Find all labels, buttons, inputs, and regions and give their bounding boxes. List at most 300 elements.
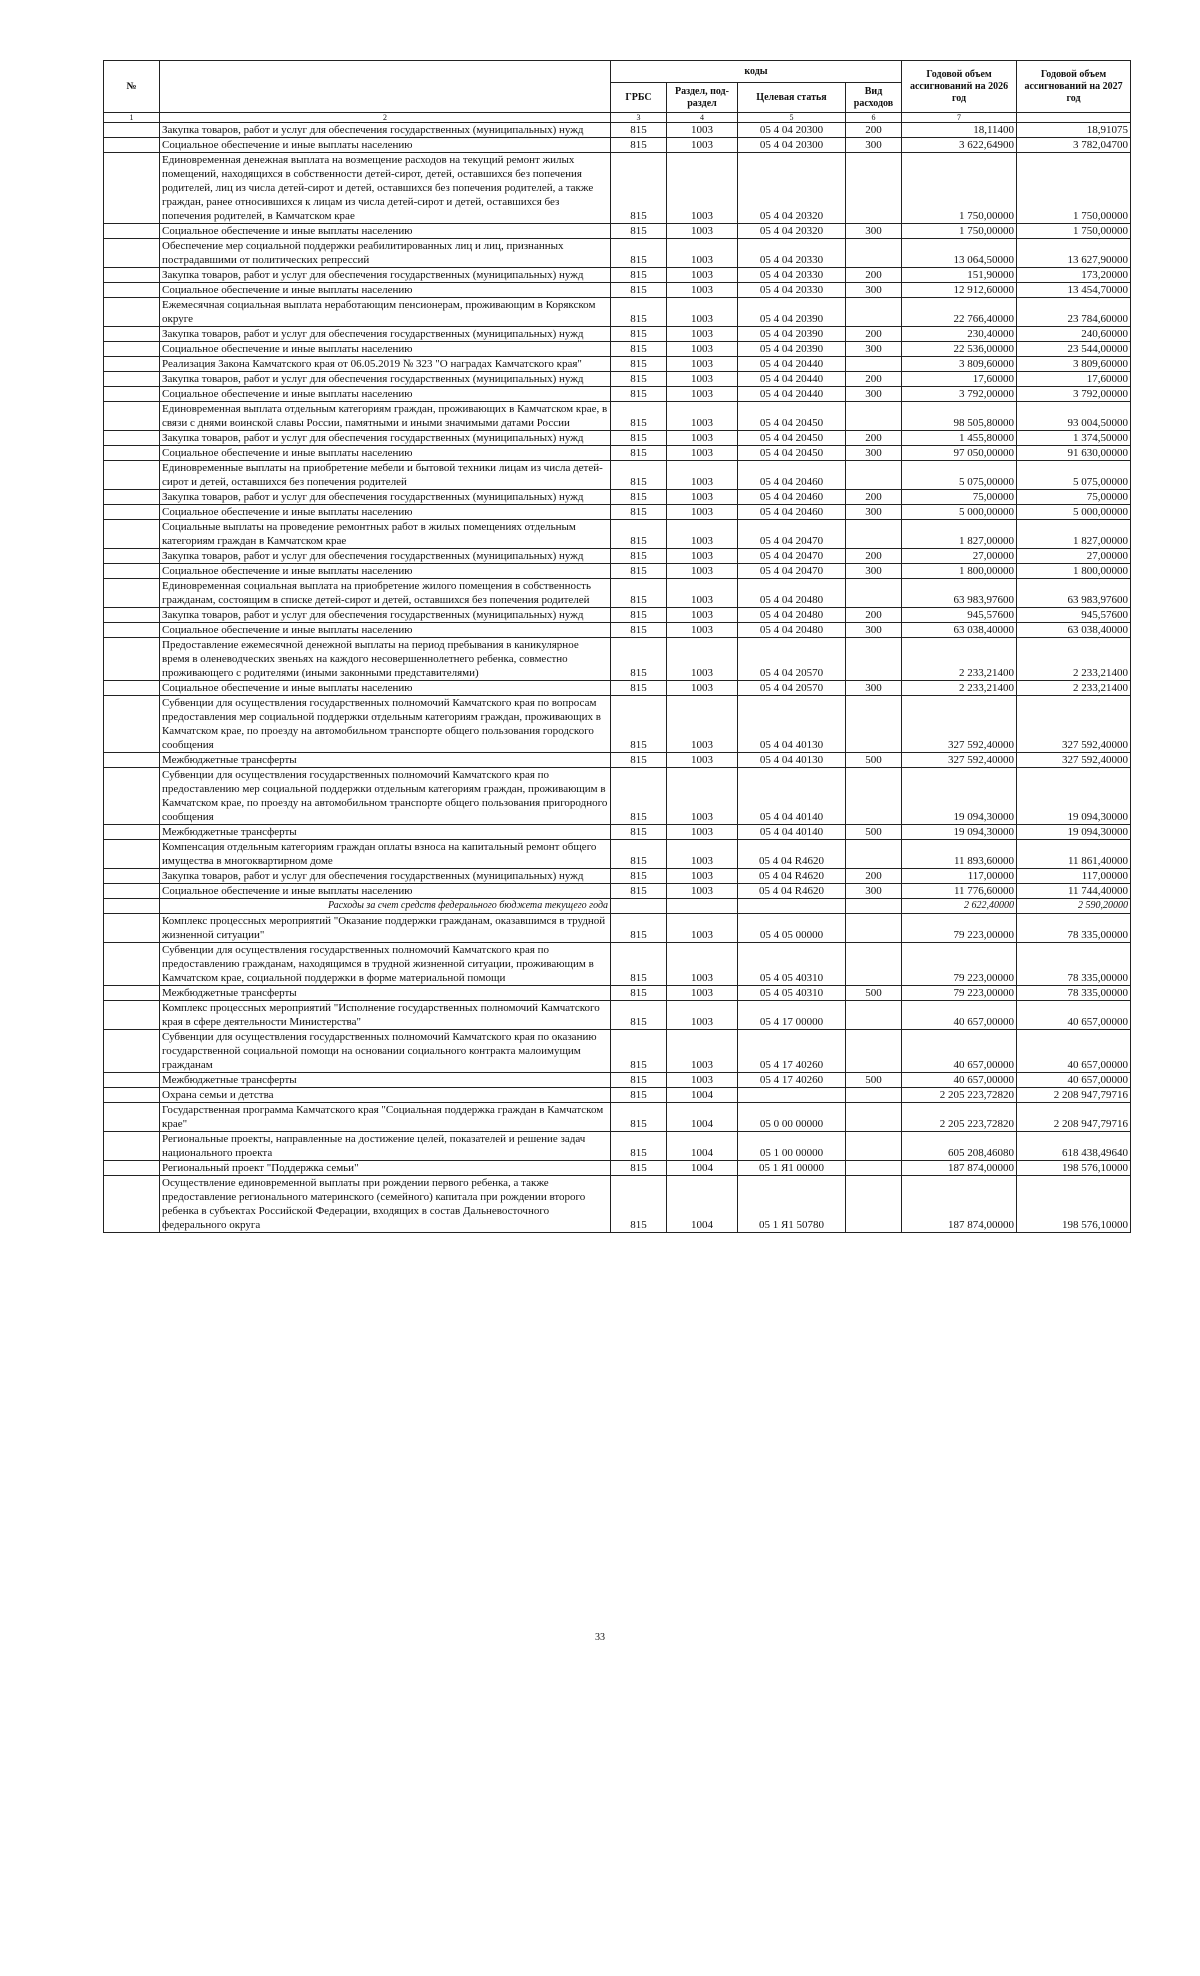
- table-row: [104, 623, 1131, 638]
- row-number-cell: [104, 505, 160, 520]
- razdel-code: 1003: [667, 357, 738, 372]
- expense-name: Межбюджетные трансферты: [160, 986, 611, 1001]
- row-number-cell: [104, 579, 160, 608]
- vid-code: 500: [846, 986, 902, 1001]
- table-row: [104, 884, 1131, 899]
- table-body: [104, 123, 1131, 1233]
- vid-code: [846, 153, 902, 224]
- expense-name: Закупка товаров, работ и услуг для обеспечения государственных (муниципальных) нужд: [160, 490, 611, 505]
- vid-code: 200: [846, 327, 902, 342]
- expense-name: Комплекс процессных мероприятий "Исполнение государственных полномочий Камчатского края в сфере деятельности Министерства": [160, 1001, 611, 1030]
- vid-code: [846, 1103, 902, 1132]
- razdel-code: 1004: [667, 1103, 738, 1132]
- razdel-code: 1003: [667, 943, 738, 986]
- razdel-code: 1003: [667, 564, 738, 579]
- row-number-cell: [104, 1161, 160, 1176]
- table-row: [104, 986, 1131, 1001]
- grbs-code: 815: [611, 1001, 667, 1030]
- table-row: [104, 153, 1131, 224]
- grbs-code: 815: [611, 224, 667, 239]
- amount-2026: 3 622,64900: [902, 138, 1017, 153]
- table-row: [104, 549, 1131, 564]
- razdel-code: 1003: [667, 638, 738, 681]
- amount-2026: 97 050,00000: [902, 446, 1017, 461]
- amount-2026: 187 874,00000: [902, 1161, 1017, 1176]
- vid-code: [846, 239, 902, 268]
- table-row: [104, 138, 1131, 153]
- amount-2026: 187 874,00000: [902, 1176, 1017, 1233]
- col-number: 3: [611, 113, 667, 123]
- table-row: [104, 579, 1131, 608]
- row-number-cell: [104, 899, 160, 914]
- row-number-cell: [104, 224, 160, 239]
- grbs-code: 815: [611, 327, 667, 342]
- grbs-code: 815: [611, 914, 667, 943]
- expense-name: Предоставление ежемесячной денежной выплаты на период пребывания в каникулярное время в оленеводческих звеньях на каждого несовершеннолетнего ребенка, совместно проживающего с родителями (иными законными представителями): [160, 638, 611, 681]
- expense-name: Охрана семьи и детства: [160, 1088, 611, 1103]
- celevaya-code: 05 4 04 R4620: [738, 884, 846, 899]
- amount-2027: 2 590,20000: [1017, 899, 1131, 914]
- grbs-code: 815: [611, 1103, 667, 1132]
- grbs-code: 815: [611, 239, 667, 268]
- expense-name: Единовременные выплаты на приобретение мебели и бытовой техники лицам из числа детей-сирот и детей, оставшихся без попечения родителей: [160, 461, 611, 490]
- table-row: [104, 825, 1131, 840]
- grbs-code: 815: [611, 753, 667, 768]
- grbs-code: 815: [611, 884, 667, 899]
- table-row: [104, 505, 1131, 520]
- amount-2027: 11 861,40000: [1017, 840, 1131, 869]
- table-row: [104, 123, 1131, 138]
- row-number-cell: [104, 520, 160, 549]
- grbs-code: 815: [611, 490, 667, 505]
- expense-name: Социальное обеспечение и иные выплаты населению: [160, 387, 611, 402]
- expense-name: Закупка товаров, работ и услуг для обеспечения государственных (муниципальных) нужд: [160, 869, 611, 884]
- col-number: 4: [667, 113, 738, 123]
- expense-name: Закупка товаров, работ и услуг для обеспечения государственных (муниципальных) нужд: [160, 268, 611, 283]
- row-number-cell: [104, 490, 160, 505]
- vid-code: [846, 357, 902, 372]
- amount-2027: 5 075,00000: [1017, 461, 1131, 490]
- grbs-code: 815: [611, 768, 667, 825]
- razdel-code: 1003: [667, 446, 738, 461]
- amount-2026: 63 983,97600: [902, 579, 1017, 608]
- vid-code: 200: [846, 268, 902, 283]
- razdel-code: 1004: [667, 1088, 738, 1103]
- table-row: [104, 840, 1131, 869]
- razdel-code: 1003: [667, 914, 738, 943]
- table-row: [104, 681, 1131, 696]
- grbs-code: 815: [611, 268, 667, 283]
- expense-name: Государственная программа Камчатского края "Социальная поддержка граждан в Камчатском крае": [160, 1103, 611, 1132]
- amount-2026: 40 657,00000: [902, 1030, 1017, 1073]
- celevaya-code: 05 4 04 40130: [738, 696, 846, 753]
- amount-2027: 91 630,00000: [1017, 446, 1131, 461]
- amount-2027: 240,60000: [1017, 327, 1131, 342]
- amount-2027: 93 004,50000: [1017, 402, 1131, 431]
- razdel-code: 1003: [667, 283, 738, 298]
- row-number-cell: [104, 638, 160, 681]
- expense-name: Реализация Закона Камчатского края от 06.05.2019 № 323 "О наградах Камчатского края": [160, 357, 611, 372]
- amount-2027: 27,00000: [1017, 549, 1131, 564]
- row-number-cell: [104, 123, 160, 138]
- vid-code: 300: [846, 138, 902, 153]
- grbs-code: 815: [611, 943, 667, 986]
- expense-name: Региональные проекты, направленные на достижение целей, показателей и решение задач национального проекта: [160, 1132, 611, 1161]
- expense-name: Социальное обеспечение и иные выплаты населению: [160, 564, 611, 579]
- expense-name: Субвенции для осуществления государственных полномочий Камчатского края по вопросам предоставления мер социальной поддержки отдельным категориям граждан, проживающих в Камчатском крае, по проезду на автомобильном транспорте общего пользования городского сообщения: [160, 696, 611, 753]
- grbs-code: 815: [611, 623, 667, 638]
- razdel-code: 1003: [667, 825, 738, 840]
- expense-name: Закупка товаров, работ и услуг для обеспечения государственных (муниципальных) нужд: [160, 327, 611, 342]
- table-row: [104, 869, 1131, 884]
- razdel-code: 1003: [667, 520, 738, 549]
- row-number-cell: [104, 1088, 160, 1103]
- vid-code: [846, 1176, 902, 1233]
- razdel-code: 1003: [667, 608, 738, 623]
- grbs-code: 815: [611, 825, 667, 840]
- celevaya-code: 05 4 04 20450: [738, 446, 846, 461]
- table-row: [104, 753, 1131, 768]
- row-number-cell: [104, 1073, 160, 1088]
- razdel-code: 1003: [667, 153, 738, 224]
- vid-code: 200: [846, 490, 902, 505]
- amount-2027: 17,60000: [1017, 372, 1131, 387]
- table-row: [104, 431, 1131, 446]
- table-row: [104, 608, 1131, 623]
- expense-name: Компенсация отдельным категориям граждан оплаты взноса на капитальный ремонт общего имущества в многоквартирном доме: [160, 840, 611, 869]
- grbs-code: 815: [611, 1161, 667, 1176]
- grbs-code: 815: [611, 372, 667, 387]
- vid-code: 300: [846, 564, 902, 579]
- table-row: [104, 342, 1131, 357]
- expense-name: Субвенции для осуществления государственных полномочий Камчатского края по предоставлению мер социальной поддержки отдельным категориям граждан, проживающим в Камчатском крае, по проезду на автомобильном транспорте общего пользования пригородного сообщения: [160, 768, 611, 825]
- amount-2026: 230,40000: [902, 327, 1017, 342]
- celevaya-code: 05 4 04 20450: [738, 431, 846, 446]
- amount-2026: 75,00000: [902, 490, 1017, 505]
- amount-2026: 5 075,00000: [902, 461, 1017, 490]
- vid-code: [846, 1030, 902, 1073]
- vid-code: 500: [846, 825, 902, 840]
- expense-name: Закупка товаров, работ и услуг для обеспечения государственных (муниципальных) нужд: [160, 549, 611, 564]
- celevaya-code: 05 4 04 20470: [738, 520, 846, 549]
- row-number-cell: [104, 1001, 160, 1030]
- celevaya-code: 05 4 04 20480: [738, 623, 846, 638]
- vid-code: 200: [846, 372, 902, 387]
- expense-name: Единовременная денежная выплата на возмещение расходов на текущий ремонт жилых помещений, находящихся в собственности детей-сирот, детей, оставшихся без попечения родителей, лиц из числа детей-сирот и детей, оставшихся без попечения родителей, а также граждан, ранее относившихся к лицам из числа детей-сирот и детей, оставшихся без попечения родителей, в Камчатском крае: [160, 153, 611, 224]
- celevaya-code: 05 4 04 R4620: [738, 869, 846, 884]
- razdel-code: 1004: [667, 1161, 738, 1176]
- vid-code: [846, 520, 902, 549]
- table-row: [104, 564, 1131, 579]
- expense-name: Единовременная социальная выплата на приобретение жилого помещения в собственность гражданам, состоящим в списке детей-сирот и детей, оставшихся без попечения родителей: [160, 579, 611, 608]
- celevaya-code: 05 4 04 20320: [738, 153, 846, 224]
- col-number: 2: [160, 113, 611, 123]
- table-row: [104, 268, 1131, 283]
- amount-2026: 11 893,60000: [902, 840, 1017, 869]
- grbs-code: 815: [611, 1132, 667, 1161]
- vid-code: [846, 402, 902, 431]
- expense-name: Расходы за счет средств федерального бюджета текущего года: [160, 899, 611, 914]
- page-number: 33: [595, 1632, 605, 1643]
- expense-name: Социальное обеспечение и иные выплаты населению: [160, 446, 611, 461]
- col-number: 1: [104, 113, 160, 123]
- celevaya-code: 05 4 04 20440: [738, 387, 846, 402]
- amount-2026: 11 776,60000: [902, 884, 1017, 899]
- table-row: [104, 768, 1131, 825]
- grbs-code: 815: [611, 153, 667, 224]
- vid-code: [846, 638, 902, 681]
- razdel-code: 1003: [667, 869, 738, 884]
- amount-2027: 198 576,10000: [1017, 1176, 1131, 1233]
- amount-2027: 63 983,97600: [1017, 579, 1131, 608]
- grbs-code: 815: [611, 520, 667, 549]
- row-number-cell: [104, 1103, 160, 1132]
- amount-2026: 19 094,30000: [902, 768, 1017, 825]
- table-row: [104, 899, 1131, 914]
- table-row: [104, 327, 1131, 342]
- celevaya-code: 05 4 04 40140: [738, 768, 846, 825]
- vid-code: [846, 1132, 902, 1161]
- razdel-code: 1003: [667, 1030, 738, 1073]
- celevaya-code: [738, 1088, 846, 1103]
- celevaya-code: 05 4 04 40140: [738, 825, 846, 840]
- amount-2027: 40 657,00000: [1017, 1001, 1131, 1030]
- amount-2027: 19 094,30000: [1017, 825, 1131, 840]
- grbs-code: 815: [611, 1088, 667, 1103]
- vid-code: [846, 696, 902, 753]
- razdel-code: 1003: [667, 372, 738, 387]
- grbs-code: 815: [611, 342, 667, 357]
- expense-name: Закупка товаров, работ и услуг для обеспечения государственных (муниципальных) нужд: [160, 608, 611, 623]
- razdel-code: 1003: [667, 1001, 738, 1030]
- amount-2026: 605 208,46080: [902, 1132, 1017, 1161]
- amount-2027: 2 233,21400: [1017, 638, 1131, 681]
- vid-code: 200: [846, 549, 902, 564]
- celevaya-code: 05 4 04 20440: [738, 357, 846, 372]
- vid-code: 300: [846, 446, 902, 461]
- amount-2026: 1 455,80000: [902, 431, 1017, 446]
- amount-2026: 1 750,00000: [902, 153, 1017, 224]
- row-number-cell: [104, 623, 160, 638]
- celevaya-code: 05 4 04 20300: [738, 123, 846, 138]
- row-number-cell: [104, 431, 160, 446]
- amount-2027: 40 657,00000: [1017, 1030, 1131, 1073]
- row-number-cell: [104, 239, 160, 268]
- razdel-code: 1003: [667, 224, 738, 239]
- vid-code: 200: [846, 123, 902, 138]
- col-number: [1017, 113, 1131, 123]
- vid-code: 500: [846, 753, 902, 768]
- header-codes: коды: [611, 61, 902, 83]
- table-row: [104, 239, 1131, 268]
- row-number-cell: [104, 564, 160, 579]
- expense-name: Единовременная выплата отдельным категориям граждан, проживающих в Камчатском крае, в связи с днями воинской славы России, памятными и иными значимыми датами России: [160, 402, 611, 431]
- celevaya-code: 05 4 04 20300: [738, 138, 846, 153]
- amount-2026: 2 233,21400: [902, 638, 1017, 681]
- col-number: 5: [738, 113, 846, 123]
- row-number-cell: [104, 696, 160, 753]
- celevaya-code: 05 4 05 00000: [738, 914, 846, 943]
- amount-2027: 327 592,40000: [1017, 696, 1131, 753]
- grbs-code: 815: [611, 549, 667, 564]
- table-row: [104, 357, 1131, 372]
- razdel-code: 1003: [667, 123, 738, 138]
- table-row: [104, 387, 1131, 402]
- razdel-code: 1003: [667, 986, 738, 1001]
- row-number-cell: [104, 914, 160, 943]
- razdel-code: 1003: [667, 490, 738, 505]
- grbs-code: 815: [611, 564, 667, 579]
- table-row: [104, 1132, 1131, 1161]
- table-row: [104, 1176, 1131, 1233]
- row-number-cell: [104, 943, 160, 986]
- razdel-code: 1003: [667, 327, 738, 342]
- amount-2027: 173,20000: [1017, 268, 1131, 283]
- amount-2027: 75,00000: [1017, 490, 1131, 505]
- row-number-cell: [104, 549, 160, 564]
- table-row: [104, 402, 1131, 431]
- row-number-cell: [104, 357, 160, 372]
- expense-name: Комплекс процессных мероприятий "Оказание поддержки гражданам, оказавшимся в трудной жизненной ситуации": [160, 914, 611, 943]
- celevaya-code: 05 4 04 20470: [738, 564, 846, 579]
- amount-2027: 3 792,00000: [1017, 387, 1131, 402]
- table-row: [104, 696, 1131, 753]
- amount-2027: 40 657,00000: [1017, 1073, 1131, 1088]
- razdel-code: 1003: [667, 239, 738, 268]
- celevaya-code: 05 4 04 20480: [738, 608, 846, 623]
- celevaya-code: [738, 899, 846, 914]
- grbs-code: 815: [611, 638, 667, 681]
- amount-2026: 13 064,50000: [902, 239, 1017, 268]
- grbs-code: 815: [611, 696, 667, 753]
- celevaya-code: 05 1 00 00000: [738, 1132, 846, 1161]
- vid-code: [846, 461, 902, 490]
- amount-2027: 1 374,50000: [1017, 431, 1131, 446]
- row-number-cell: [104, 446, 160, 461]
- grbs-code: 815: [611, 138, 667, 153]
- amount-2027: 63 038,40000: [1017, 623, 1131, 638]
- amount-2026: 40 657,00000: [902, 1073, 1017, 1088]
- razdel-code: 1003: [667, 884, 738, 899]
- grbs-code: 815: [611, 1030, 667, 1073]
- header-2027: Годовой объем ассигнований на 2027 год: [1017, 61, 1131, 113]
- expense-name: Региональный проект "Поддержка семьи": [160, 1161, 611, 1176]
- grbs-code: 815: [611, 123, 667, 138]
- grbs-code: 815: [611, 357, 667, 372]
- grbs-code: 815: [611, 283, 667, 298]
- razdel-code: 1003: [667, 431, 738, 446]
- razdel-code: 1003: [667, 1073, 738, 1088]
- razdel-code: 1004: [667, 1176, 738, 1233]
- row-number-cell: [104, 753, 160, 768]
- amount-2026: 327 592,40000: [902, 696, 1017, 753]
- vid-code: 300: [846, 681, 902, 696]
- grbs-code: 815: [611, 579, 667, 608]
- amount-2026: 2 205 223,72820: [902, 1103, 1017, 1132]
- amount-2027: 198 576,10000: [1017, 1161, 1131, 1176]
- vid-code: 200: [846, 608, 902, 623]
- celevaya-code: 05 4 17 40260: [738, 1030, 846, 1073]
- row-number-cell: [104, 986, 160, 1001]
- celevaya-code: 05 4 04 R4620: [738, 840, 846, 869]
- table-row: [104, 1030, 1131, 1073]
- expense-name: Обеспечение мер социальной поддержки реабилитированных лиц и лиц, признанных пострадавшими от политических репрессий: [160, 239, 611, 268]
- amount-2027: 78 335,00000: [1017, 986, 1131, 1001]
- row-number-cell: [104, 608, 160, 623]
- vid-code: 300: [846, 283, 902, 298]
- amount-2026: 63 038,40000: [902, 623, 1017, 638]
- row-number-cell: [104, 768, 160, 825]
- expense-name: Социальное обеспечение и иные выплаты населению: [160, 623, 611, 638]
- grbs-code: 815: [611, 446, 667, 461]
- amount-2026: 327 592,40000: [902, 753, 1017, 768]
- vid-code: 300: [846, 623, 902, 638]
- row-number-cell: [104, 1030, 160, 1073]
- expense-name: Социальное обеспечение и иные выплаты населению: [160, 681, 611, 696]
- razdel-code: 1003: [667, 138, 738, 153]
- col-number: 6: [846, 113, 902, 123]
- expense-name: Субвенции для осуществления государственных полномочий Камчатского края по предоставлению гражданам, находящимся в трудной жизненной ситуации, проживающим в Камчатском крае, социальной поддержки в форме материальной помощи: [160, 943, 611, 986]
- table-row: [104, 446, 1131, 461]
- amount-2026: 945,57600: [902, 608, 1017, 623]
- row-number-cell: [104, 372, 160, 387]
- table-row: [104, 490, 1131, 505]
- amount-2026: 2 622,40000: [902, 899, 1017, 914]
- expense-name: Социальное обеспечение и иные выплаты населению: [160, 884, 611, 899]
- amount-2027: 23 544,00000: [1017, 342, 1131, 357]
- amount-2026: 1 827,00000: [902, 520, 1017, 549]
- header-vid: Вид расходов: [846, 83, 902, 113]
- amount-2027: 13 627,90000: [1017, 239, 1131, 268]
- row-number-cell: [104, 402, 160, 431]
- razdel-code: 1003: [667, 298, 738, 327]
- table-row: [104, 1088, 1131, 1103]
- vid-code: 300: [846, 342, 902, 357]
- expense-name: Социальное обеспечение и иные выплаты населению: [160, 505, 611, 520]
- amount-2027: 2 208 947,79716: [1017, 1088, 1131, 1103]
- expense-name: Социальное обеспечение и иные выплаты населению: [160, 224, 611, 239]
- row-number-cell: [104, 268, 160, 283]
- header-razdel: Раздел, под-раздел: [667, 83, 738, 113]
- row-number-cell: [104, 869, 160, 884]
- vid-code: [846, 298, 902, 327]
- grbs-code: 815: [611, 681, 667, 696]
- razdel-code: 1003: [667, 681, 738, 696]
- razdel-code: 1003: [667, 549, 738, 564]
- expense-name: Ежемесячная социальная выплата неработающим пенсионерам, проживающим в Корякском округе: [160, 298, 611, 327]
- amount-2026: 151,90000: [902, 268, 1017, 283]
- grbs-code: 815: [611, 298, 667, 327]
- row-number-cell: [104, 461, 160, 490]
- expense-name: Социальное обеспечение и иные выплаты населению: [160, 342, 611, 357]
- amount-2027: 13 454,70000: [1017, 283, 1131, 298]
- expense-name: Межбюджетные трансферты: [160, 1073, 611, 1088]
- expense-name: Межбюджетные трансферты: [160, 753, 611, 768]
- row-number-cell: [104, 1176, 160, 1233]
- amount-2026: 22 766,40000: [902, 298, 1017, 327]
- celevaya-code: 05 4 17 40260: [738, 1073, 846, 1088]
- row-number-cell: [104, 681, 160, 696]
- amount-2027: 1 827,00000: [1017, 520, 1131, 549]
- amount-2026: 98 505,80000: [902, 402, 1017, 431]
- celevaya-code: 05 1 Я1 50780: [738, 1176, 846, 1233]
- razdel-code: 1003: [667, 342, 738, 357]
- amount-2027: 945,57600: [1017, 608, 1131, 623]
- table-row: [104, 943, 1131, 986]
- amount-2026: 79 223,00000: [902, 986, 1017, 1001]
- celevaya-code: 05 4 04 20450: [738, 402, 846, 431]
- table-row: [104, 520, 1131, 549]
